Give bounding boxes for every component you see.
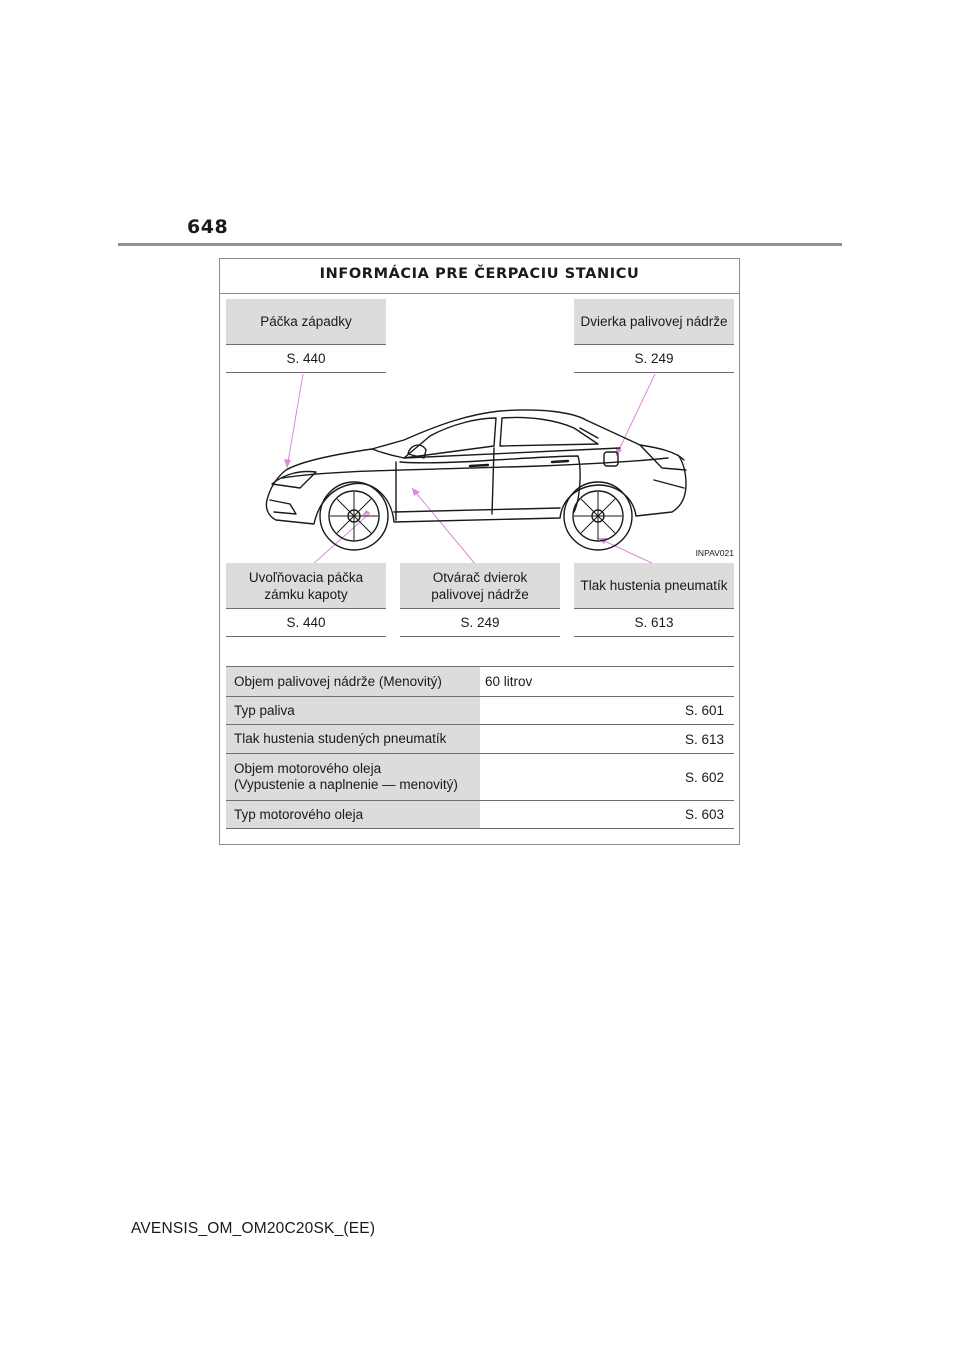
callout-page-ref: S. 440 [226, 345, 386, 373]
footer-doc-code: AVENSIS_OM_OM20C20SK_(EE) [131, 1220, 376, 1237]
spec-value: S. 603 [480, 801, 734, 829]
spec-label-line: (Vypustenie a naplnenie — menovitý) [234, 777, 458, 792]
table-row [226, 667, 734, 697]
table-row [226, 801, 734, 829]
spec-value: S. 601 [480, 697, 734, 725]
spec-label: Objem palivovej nádrže (Menovitý) [226, 667, 480, 697]
spec-label: Tlak hustenia studených pneumatík [226, 725, 480, 754]
spec-value: 60 litrov [480, 667, 734, 697]
leader-line-fuel-door [616, 374, 655, 456]
callout-label: Otvárač dvierok palivovej nádrže [400, 563, 560, 609]
spec-label: Typ motorového oleja [226, 801, 480, 829]
spec-label [226, 754, 480, 801]
table-row [226, 725, 734, 754]
spec-label-line: Objem motorového oleja [234, 761, 382, 776]
callout-tire-pressure [574, 563, 734, 637]
spec-value: S. 613 [480, 725, 734, 754]
callout-label: Dvierka palivovej nádrže [574, 299, 734, 345]
spec-table [226, 666, 734, 829]
spec-label: Typ paliva [226, 697, 480, 725]
page-number: 648 [187, 216, 229, 238]
callout-page-ref: S. 249 [574, 345, 734, 373]
car-body-outline [266, 410, 686, 550]
callout-label: Tlak hustenia pneumatík [574, 563, 734, 609]
callout-label: Páčka západky [226, 299, 386, 345]
callout-label: Uvoľňovacia páčka zámku kapoty [226, 563, 386, 609]
callout-hood-release [226, 563, 386, 637]
callout-latch-lever [226, 299, 386, 373]
table-row [226, 754, 734, 801]
callout-page-ref: S. 440 [226, 609, 386, 637]
leader-line-fuel-opener [412, 488, 476, 565]
callout-fuel-door-opener [400, 563, 560, 637]
table-row [226, 697, 734, 725]
leader-line-latch-lever [287, 374, 303, 468]
leader-lines [287, 374, 656, 565]
box-title: INFORMÁCIA PRE ČERPACIU STANICU [220, 259, 739, 294]
spec-value: S. 602 [480, 754, 734, 801]
image-code: INPAV021 [695, 548, 734, 558]
callout-page-ref: S. 249 [400, 609, 560, 637]
callout-page-ref: S. 613 [574, 609, 734, 637]
callout-fuel-tank-door [574, 299, 734, 373]
leader-line-tire-pressure [598, 538, 656, 565]
